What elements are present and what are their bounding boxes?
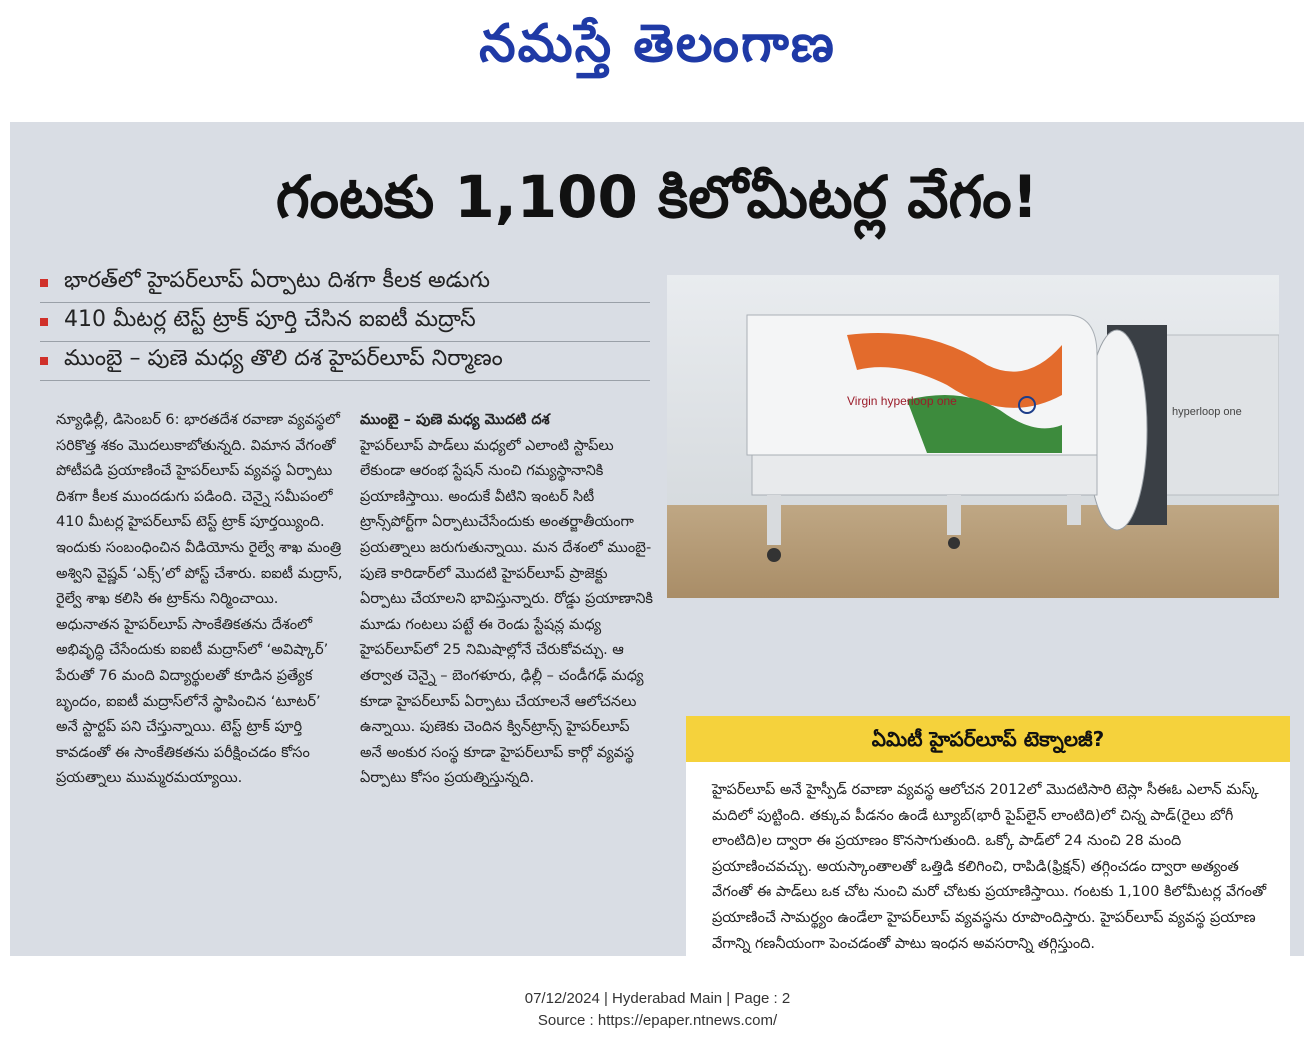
bullet-item (40, 342, 650, 381)
article-column-1: న్యూఢిల్లీ, డిసెంబర్ 6: భారతదేశ రవాణా వ్యవస్థలో సరికొత్త శకం మొదలుకాబోతున్నది. విమాన వేగంతో పోటీపడి ప్రయాణించే హైపర్‌లూప్ వ్యవస్థ ఏర్పాటు దిశగా కీలక ముందడుగు పడింది. చెన్నై సమీపంలో 410 మీటర్ల హైపర్‌లూప్ టెస్ట్ ట్రాక్ పూర్తయ్యింది. ఇందుకు సంబంధించిన వీడియోను రైల్వే శాఖ మంత్రి అశ్విని వైష్ణవ్ ‘ఎక్స్’లో పోస్ట్ చేశారు. ఐఐటీ మద్రాస్, రైల్వే శాఖ కలిసి ఈ ట్రాక్‌ను నిర్మించాయి. అధునాతన హైపర్‌లూప్ సాంకేతికతను దేశంలో అభివృద్ధి చేసేందుకు ఐఐటీ మద్రాస్‌లో ‘అవిష్కార్’ పేరుతో 76 మంది విద్యార్థులతో కూడిన ప్రత్యేక బృందం, ఐఐటీ మద్రాస్‌లోనే స్థాపించిన ‘టూటర్’ అనే స్టార్టప్ పని చేస్తున్నాయి. టెస్ట్ ట్రాక్ పూర్తి కావడంతో ఈ సాంకేతికతను పరీక్షించడం కోసం ప్రయత్నాలు ముమ్మరమయ్యాయి. (56, 412, 343, 787)
edition-info: 07/12/2024 | Hyderabad Main | Page : 2 (524, 990, 791, 1007)
info-box-body: హైపర్‌లూప్ అనే హైస్పీడ్ రవాణా వ్యవస్థ ఆలోచన 2012లో మొదటిసారి టెస్లా సీఈఓ ఎలాన్ మస్క్ మదిలో పుట్టింది. తక్కువ పీడనం ఉండే ట్యూబ్(భారీ పైప్‌లైన్ లాంటిది)లో చిన్న పాడ్(రైలు బోగీ లాంటిది)ల ద్వారా ఈ ప్రయాణం కొనసాగుతుంది. ఒక్కో పాడ్‌లో 24 నుంచి 28 మంది ప్రయాణించవచ్చు. అయస్కాంతాలతో ఒత్తిడి కలిగించి, రాపిడి(ఫ్రిక్షన్) తగ్గించడం ద్వారా అత్యంత వేగంతో ఈ పాడ్‌లు ఒక చోట నుంచి మరో చోటకు ప్రయాణిస్తాయి. గంటకు 1,100 కిలోమీటర్ల వేగంతో ప్రయాణించే సామర్థ్యం ఉండేలా హైపర్‌లూప్ వ్యవస్థను రూపొందిస్తారు. హైపర్‌లూప్ వ్యవస్థ ప్రయాణ వేగాన్ని గణనీయంగా పెంచడంతో పాటు ఇంధన అవసరాన్ని తగ్గిస్తుంది. (712, 782, 1267, 952)
bullet-square-icon (40, 357, 48, 365)
page-footer (0, 988, 1315, 1032)
bullet-text: ముంబై – పుణె మధ్య తొలి దశ హైపర్‌లూప్ నిర్మాణం (64, 346, 503, 371)
article-headline: గంటకు 1,100 కిలోమీటర్ల వేగం! (275, 163, 1039, 231)
bullet-item (40, 303, 650, 342)
bullet-text: 410 మీటర్ల టెస్ట్ ట్రాక్ పూర్తి చేసిన ఐఐటీ మద్రాస్ (64, 307, 476, 332)
column-subheading: ముంబై – పుణె మధ్య మొదటి దశ (360, 412, 550, 428)
bullet-square-icon (40, 279, 48, 287)
article-clipping (10, 122, 1304, 956)
bullet-square-icon (40, 318, 48, 326)
bullet-text: భారత్‌లో హైపర్‌లూప్ ఏర్పాటు దిశగా కీలక అడుగు (64, 268, 490, 293)
article-column-2 (360, 408, 655, 792)
tube-brand-label: hyperloop one (1172, 406, 1242, 418)
masthead (0, 0, 1315, 96)
info-box-title: ఏమిటీ హైపర్‌లూప్ టెక్నాలజీ? (686, 716, 1290, 762)
hyperloop-photo (667, 275, 1279, 598)
bullet-list (40, 264, 650, 381)
column-body: హైపర్‌లూప్ పాడ్‌లు మధ్యలో ఎలాంటి స్టాప్‌లు లేకుండా ఆరంభ స్టేషన్ నుంచి గమ్యస్థానానికి ప్రయాణిస్తాయి. అందుకే వీటిని ఇంటర్ సిటీ ట్రాన్స్‌పోర్ట్‌గా ఏర్పాటుచేసేందుకు అంతర్జాతీయంగా ప్రయత్నాలు జరుగుతున్నాయి. మన దేశంలో ముంబై-పుణె కారిడార్‌లో మొదటి హైపర్‌లూప్ ప్రాజెక్టు ఏర్పాటు చేయాలని భావిస్తున్నారు. రోడ్డు ప్రయాణానికి మూడు గంటలు పట్టే ఈ రెండు స్టేషన్ల మధ్య హైపర్‌లూప్‌లో 25 నిమిషాల్లోనే చేరుకోవచ్చు. ఆ తర్వాత చెన్నై – బెంగళూరు, ఢిల్లీ – చండీగఢ్ మధ్య కూడా హైపర్‌లూప్ ఏర్పాటు చేయాలనే ఆలోచనలు ఉన్నాయి. పుణెకు చెందిన క్విన్‌ట్రాన్స్ హైపర్‌లూప్ అనే అంకుర సంస్థ కూడా హైపర్‌లూప్ కార్గో వ్యవస్థ ఏర్పాటు కోసం ప్రయత్నిస్తున్నది. (360, 437, 653, 787)
source-link[interactable]: Source : https://epaper.ntnews.com/ (537, 1012, 778, 1029)
bullet-item (40, 264, 650, 303)
newspaper-logo: నమస్తే తెలంగాణ (479, 13, 836, 74)
pod-brand-label: Virgin hyperloop one (847, 394, 957, 408)
